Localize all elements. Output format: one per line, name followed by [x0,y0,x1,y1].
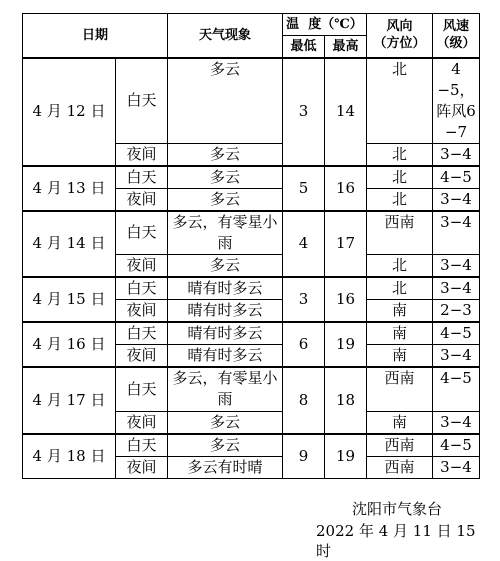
header-min-temp: 最低 [283,36,325,58]
period-label: 夜间 [116,456,168,478]
weather-cell: 晴有时多云 [168,300,283,323]
header-wind-direction: 风向 （方位） [367,14,433,58]
weather-cell: 多云 [168,166,283,189]
period-label: 白天 [116,434,168,457]
footer-issued-time: 2022 年 4 月 11 日 15 时 [316,522,476,560]
wind-direction: 南 [367,300,433,323]
wind-speed: 4−5，阵风6−7 [433,58,480,144]
wind-direction: 西南 [367,434,433,457]
max-temp: 19 [325,322,367,367]
wind-speed: 3−4 [433,411,480,434]
header-wind-speed: 风速 （级） [433,14,480,58]
weather-cell: 晴有时多云 [168,277,283,300]
max-temp: 16 [325,277,367,322]
period-label: 夜间 [116,411,168,434]
weather-cell: 多云 [168,58,283,144]
period-label: 夜间 [116,188,168,211]
weather-cell: 多云有时晴 [168,456,283,478]
row-date: 4 月 14 日 [23,211,116,278]
wind-speed: 3−4 [433,143,480,166]
wind-speed: 4−5 [433,166,480,189]
min-temp: 6 [283,322,325,367]
wind-direction: 北 [367,58,433,144]
wind-direction: 北 [367,277,433,300]
period-label: 夜间 [116,255,168,278]
wind-direction: 西南 [367,211,433,255]
max-temp: 19 [325,434,367,479]
row-date: 4 月 15 日 [23,277,116,322]
max-temp: 16 [325,166,367,211]
wind-speed: 4−5 [433,322,480,345]
wind-direction: 西南 [367,456,433,478]
table-row [23,277,480,300]
period-label: 白天 [116,211,168,255]
wind-speed: 3−4 [433,456,480,478]
weather-cell: 晴有时多云 [168,322,283,345]
footer-issuer: 沈阳市气象台 [352,500,443,518]
weather-cell: 多云 [168,434,283,457]
wind-direction: 南 [367,411,433,434]
min-temp: 3 [283,58,325,166]
header-date: 日期 [23,14,168,58]
table-row [23,322,480,345]
table-row [23,434,480,457]
wind-direction: 北 [367,143,433,166]
table-row [23,211,480,255]
wind-speed: 3−4 [433,277,480,300]
period-label: 白天 [116,277,168,300]
wind-speed: 3−4 [433,345,480,368]
min-temp: 9 [283,434,325,479]
max-temp: 18 [325,367,367,434]
weather-cell: 晴有时多云 [168,345,283,368]
wind-speed: 3−4 [433,255,480,278]
weather-cell: 多云 [168,188,283,211]
weather-cell: 多云，有零星小雨 [168,211,283,255]
period-label: 夜间 [116,300,168,323]
min-temp: 3 [283,277,325,322]
period-label: 夜间 [116,143,168,166]
wind-speed: 4−5 [433,367,480,411]
forecast-table [22,13,480,479]
period-label: 白天 [116,58,168,144]
header-weather: 天气现象 [168,14,283,58]
period-label: 白天 [116,322,168,345]
weather-cell: 多云 [168,411,283,434]
wind-speed: 4−5 [433,434,480,457]
table-row [23,367,480,411]
wind-direction: 北 [367,255,433,278]
row-date: 4 月 13 日 [23,166,116,211]
period-label: 白天 [116,367,168,411]
weather-cell: 多云 [168,255,283,278]
wind-direction: 南 [367,322,433,345]
wind-direction: 西南 [367,367,433,411]
row-date: 4 月 17 日 [23,367,116,434]
row-date: 4 月 18 日 [23,434,116,479]
forecast-document [22,13,480,560]
max-temp: 14 [325,58,367,166]
wind-speed: 3−4 [433,211,480,255]
header-temperature: 温 度（℃） [283,14,367,36]
max-temp: 17 [325,211,367,278]
wind-speed: 2−3 [433,300,480,323]
table-row [23,58,480,144]
row-date: 4 月 16 日 [23,322,116,367]
wind-direction: 南 [367,345,433,368]
wind-direction: 北 [367,166,433,189]
weather-cell: 多云，有零星小雨 [168,367,283,411]
row-date: 4 月 12 日 [23,58,116,166]
period-label: 夜间 [116,345,168,368]
min-temp: 4 [283,211,325,278]
min-temp: 5 [283,166,325,211]
table-row [23,166,480,189]
period-label: 白天 [116,166,168,189]
wind-direction: 北 [367,188,433,211]
header-max-temp: 最高 [325,36,367,58]
wind-speed: 3−4 [433,188,480,211]
weather-cell: 多云 [168,143,283,166]
min-temp: 8 [283,367,325,434]
